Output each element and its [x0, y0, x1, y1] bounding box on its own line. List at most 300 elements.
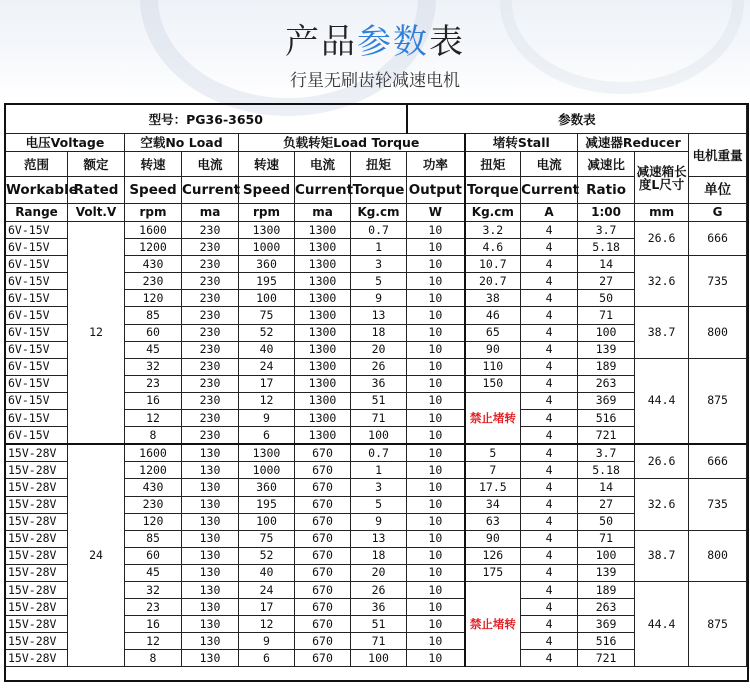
l-torque-cell: 100: [351, 650, 407, 667]
l-power-cell: 10: [407, 273, 465, 290]
ratio-cell: 14: [578, 479, 635, 496]
group-voltage: 电压Voltage: [6, 134, 125, 152]
l-speed-cell: 1300: [239, 222, 295, 239]
ratio-cell: 516: [578, 410, 635, 427]
nl-current-cell: 130: [182, 479, 239, 496]
range-cell: 15V-28V: [6, 650, 68, 667]
l-torque-cell: 9: [351, 290, 407, 307]
nl-current-cell: 230: [182, 290, 239, 307]
range-cell: 6V-15V: [6, 239, 68, 256]
ratio-cell: 27: [578, 496, 635, 513]
l-current-cell: 670: [295, 564, 351, 581]
nl-speed-cell: 60: [125, 547, 182, 564]
l-speed-cell: 40: [239, 341, 295, 358]
range-cell: 6V-15V: [6, 307, 68, 324]
range-cell: 6V-15V: [6, 392, 68, 409]
header-l-power-en: Output: [407, 177, 465, 204]
s-current-cell: 4: [521, 633, 578, 650]
l-speed-cell: 17: [239, 599, 295, 616]
nl-current-cell: 230: [182, 273, 239, 290]
nl-current-cell: 130: [182, 650, 239, 667]
l-speed-cell: 75: [239, 307, 295, 324]
nl-current-cell: 130: [182, 564, 239, 581]
l-current-cell: 1300: [295, 341, 351, 358]
ratio-cell: 5.18: [578, 239, 635, 256]
nl-current-cell: 230: [182, 392, 239, 409]
ratio-cell: 139: [578, 564, 635, 581]
l-torque-cell: 13: [351, 530, 407, 547]
l-speed-cell: 1000: [239, 462, 295, 479]
s-torque-cell: 63: [465, 513, 521, 530]
nl-speed-cell: 230: [125, 496, 182, 513]
s-current-cell: 4: [521, 341, 578, 358]
stall-forbidden-note: 禁止堵转: [465, 392, 521, 444]
l-speed-cell: 75: [239, 530, 295, 547]
header-s-current-en: Current: [521, 177, 578, 204]
header-nl-current-en: Current: [182, 177, 239, 204]
nl-speed-cell: 23: [125, 375, 182, 392]
ratio-cell: 263: [578, 375, 635, 392]
header-s-current-cn: 电流: [521, 152, 578, 177]
s-current-cell: 4: [521, 650, 578, 667]
s-current-cell: 4: [521, 392, 578, 409]
l-current-cell: 670: [295, 616, 351, 633]
l-torque-cell: 71: [351, 633, 407, 650]
l-current-cell: 670: [295, 547, 351, 564]
s-current-cell: 4: [521, 496, 578, 513]
s-current-cell: 4: [521, 444, 578, 462]
l-torque-cell: 20: [351, 341, 407, 358]
s-torque-cell: 5: [465, 444, 521, 462]
nl-current-cell: 230: [182, 239, 239, 256]
motor-weight-cell: 735: [689, 479, 747, 530]
group-no-load: 空载No Load: [125, 134, 239, 152]
nl-current-cell: 130: [182, 462, 239, 479]
l-current-cell: 1300: [295, 290, 351, 307]
l-torque-cell: 3: [351, 479, 407, 496]
stall-forbidden-note: 禁止堵转: [465, 581, 521, 666]
gearbox-length-cell: 26.6: [635, 222, 689, 256]
range-cell: 15V-28V: [6, 633, 68, 650]
nl-current-cell: 130: [182, 444, 239, 462]
s-current-cell: 4: [521, 599, 578, 616]
unit-l-power: W: [407, 204, 465, 222]
l-speed-cell: 195: [239, 273, 295, 290]
nl-speed-cell: 12: [125, 633, 182, 650]
range-cell: 6V-15V: [6, 222, 68, 239]
ratio-cell: 516: [578, 633, 635, 650]
l-power-cell: 10: [407, 530, 465, 547]
l-speed-cell: 52: [239, 324, 295, 341]
motor-weight-cell: 666: [689, 444, 747, 479]
header-nl-current-cn: 电流: [182, 152, 239, 177]
s-current-cell: 4: [521, 513, 578, 530]
ratio-cell: 721: [578, 650, 635, 667]
l-current-cell: 670: [295, 581, 351, 598]
l-current-cell: 1300: [295, 358, 351, 375]
nl-speed-cell: 8: [125, 427, 182, 445]
table-row: [6, 222, 747, 239]
l-current-cell: 1300: [295, 307, 351, 324]
l-power-cell: 10: [407, 616, 465, 633]
s-current-cell: 4: [521, 462, 578, 479]
header-l-speed-en: Speed: [239, 177, 295, 204]
ratio-cell: 3.7: [578, 444, 635, 462]
s-current-cell: 4: [521, 307, 578, 324]
l-speed-cell: 40: [239, 564, 295, 581]
s-torque-cell: 126: [465, 547, 521, 564]
header-l-power-cn: 功率: [407, 152, 465, 177]
range-cell: 15V-28V: [6, 496, 68, 513]
range-cell: 6V-15V: [6, 410, 68, 427]
s-current-cell: 4: [521, 616, 578, 633]
l-power-cell: 10: [407, 547, 465, 564]
range-cell: 6V-15V: [6, 273, 68, 290]
unit-s-current: A: [521, 204, 578, 222]
s-current-cell: 4: [521, 256, 578, 273]
l-current-cell: 1300: [295, 392, 351, 409]
l-speed-cell: 12: [239, 616, 295, 633]
s-torque-cell: 90: [465, 530, 521, 547]
header-range-cn: 范围: [6, 152, 68, 177]
range-cell: 15V-28V: [6, 444, 68, 462]
l-speed-cell: 17: [239, 375, 295, 392]
nl-current-cell: 130: [182, 616, 239, 633]
s-current-cell: 4: [521, 273, 578, 290]
ratio-cell: 369: [578, 392, 635, 409]
l-speed-cell: 52: [239, 547, 295, 564]
l-current-cell: 670: [295, 650, 351, 667]
s-current-cell: 4: [521, 547, 578, 564]
l-power-cell: 10: [407, 290, 465, 307]
s-torque-cell: 10.7: [465, 256, 521, 273]
nl-speed-cell: 16: [125, 392, 182, 409]
header-ratio-cn: 减速比: [578, 152, 635, 177]
range-cell: 6V-15V: [6, 256, 68, 273]
l-current-cell: 1300: [295, 256, 351, 273]
motor-weight-cell: 800: [689, 530, 747, 581]
header-l-torque-en: Torque: [351, 177, 407, 204]
ratio-cell: 100: [578, 547, 635, 564]
l-current-cell: 670: [295, 599, 351, 616]
l-current-cell: 1300: [295, 222, 351, 239]
l-torque-cell: 1: [351, 239, 407, 256]
l-speed-cell: 12: [239, 392, 295, 409]
ratio-cell: 369: [578, 616, 635, 633]
l-torque-cell: 3: [351, 256, 407, 273]
s-torque-cell: 20.7: [465, 273, 521, 290]
param-table-title: 参数表: [407, 105, 747, 134]
header-l-current-cn: 电流: [295, 152, 351, 177]
ratio-cell: 5.18: [578, 462, 635, 479]
s-current-cell: 4: [521, 427, 578, 445]
s-torque-cell: 4.6: [465, 239, 521, 256]
l-speed-cell: 1000: [239, 239, 295, 256]
l-power-cell: 10: [407, 581, 465, 598]
gearbox-length-cell: 38.7: [635, 307, 689, 358]
l-torque-cell: 26: [351, 358, 407, 375]
unit-l-torque: Kg.cm: [351, 204, 407, 222]
l-current-cell: 670: [295, 444, 351, 462]
nl-current-cell: 130: [182, 599, 239, 616]
rated-voltage-cell: 12: [68, 222, 125, 445]
range-cell: 15V-28V: [6, 479, 68, 496]
nl-speed-cell: 1600: [125, 222, 182, 239]
range-cell: 15V-28V: [6, 547, 68, 564]
l-power-cell: 10: [407, 392, 465, 409]
l-torque-cell: 18: [351, 547, 407, 564]
l-torque-cell: 5: [351, 496, 407, 513]
ratio-cell: 71: [578, 530, 635, 547]
header-l-speed-cn: 转速: [239, 152, 295, 177]
header-s-torque-cn: 扭矩: [465, 152, 521, 177]
header-range-en: Workable: [6, 177, 68, 204]
l-speed-cell: 24: [239, 581, 295, 598]
unit-nl-speed: rpm: [125, 204, 182, 222]
l-current-cell: 670: [295, 479, 351, 496]
l-current-cell: 670: [295, 513, 351, 530]
l-power-cell: 10: [407, 324, 465, 341]
l-torque-cell: 9: [351, 513, 407, 530]
l-speed-cell: 9: [239, 633, 295, 650]
l-torque-cell: 1: [351, 462, 407, 479]
l-current-cell: 1300: [295, 410, 351, 427]
group-stall: 堵转Stall: [465, 134, 578, 152]
l-torque-cell: 51: [351, 392, 407, 409]
l-current-cell: 1300: [295, 427, 351, 445]
gearbox-length-cell: 32.6: [635, 479, 689, 530]
model-label: 型号：PG36-3650: [6, 105, 407, 134]
nl-speed-cell: 32: [125, 581, 182, 598]
nl-speed-cell: 23: [125, 599, 182, 616]
gearbox-length-cell: 32.6: [635, 256, 689, 307]
l-torque-cell: 100: [351, 427, 407, 445]
unit-ratio: 1:00: [578, 204, 635, 222]
l-power-cell: 10: [407, 410, 465, 427]
ratio-cell: 189: [578, 581, 635, 598]
motor-weight-cell: 800: [689, 307, 747, 358]
l-power-cell: 10: [407, 375, 465, 392]
range-cell: 6V-15V: [6, 358, 68, 375]
unit-l-current: ma: [295, 204, 351, 222]
s-torque-cell: 110: [465, 358, 521, 375]
s-torque-cell: 7: [465, 462, 521, 479]
header-nl-speed-cn: 转速: [125, 152, 182, 177]
spec-table: [5, 104, 747, 667]
ratio-cell: 14: [578, 256, 635, 273]
group-load-torque: 负载转矩Load Torque: [239, 134, 465, 152]
nl-speed-cell: 430: [125, 256, 182, 273]
ratio-cell: 50: [578, 290, 635, 307]
l-speed-cell: 6: [239, 650, 295, 667]
s-current-cell: 4: [521, 290, 578, 307]
l-power-cell: 10: [407, 633, 465, 650]
gearbox-length-cell: 26.6: [635, 444, 689, 479]
range-cell: 6V-15V: [6, 375, 68, 392]
header-weight-en: 单位: [689, 177, 747, 204]
motor-weight-cell: 875: [689, 358, 747, 444]
range-cell: 15V-28V: [6, 513, 68, 530]
l-current-cell: 1300: [295, 239, 351, 256]
l-speed-cell: 6: [239, 427, 295, 445]
l-torque-cell: 18: [351, 324, 407, 341]
l-torque-cell: 36: [351, 375, 407, 392]
header-rated-en: Rated: [68, 177, 125, 204]
title-highlight: 参数: [357, 22, 429, 62]
l-torque-cell: 26: [351, 581, 407, 598]
ratio-cell: 721: [578, 427, 635, 445]
l-power-cell: 10: [407, 444, 465, 462]
l-current-cell: 670: [295, 530, 351, 547]
ratio-cell: 71: [578, 307, 635, 324]
l-torque-cell: 5: [351, 273, 407, 290]
nl-speed-cell: 1600: [125, 444, 182, 462]
unit-rated: Volt.V: [68, 204, 125, 222]
nl-current-cell: 130: [182, 496, 239, 513]
nl-current-cell: 130: [182, 513, 239, 530]
gearbox-length-cell: 44.4: [635, 581, 689, 666]
l-speed-cell: 1300: [239, 444, 295, 462]
unit-range: Range: [6, 204, 68, 222]
l-power-cell: 10: [407, 650, 465, 667]
nl-speed-cell: 32: [125, 358, 182, 375]
motor-weight-cell: 875: [689, 581, 747, 666]
l-current-cell: 1300: [295, 324, 351, 341]
l-current-cell: 670: [295, 496, 351, 513]
range-cell: 6V-15V: [6, 427, 68, 445]
nl-current-cell: 230: [182, 410, 239, 427]
unit-length: mm: [635, 204, 689, 222]
s-current-cell: 4: [521, 324, 578, 341]
range-cell: 15V-28V: [6, 530, 68, 547]
l-torque-cell: 36: [351, 599, 407, 616]
l-torque-cell: 51: [351, 616, 407, 633]
l-speed-cell: 24: [239, 358, 295, 375]
range-cell: 15V-28V: [6, 462, 68, 479]
nl-speed-cell: 1200: [125, 462, 182, 479]
l-torque-cell: 0.7: [351, 222, 407, 239]
gearbox-length-cell: 38.7: [635, 530, 689, 581]
s-current-cell: 4: [521, 410, 578, 427]
nl-current-cell: 230: [182, 358, 239, 375]
nl-current-cell: 130: [182, 547, 239, 564]
s-torque-cell: 90: [465, 341, 521, 358]
unit-s-torque: Kg.cm: [465, 204, 521, 222]
range-cell: 15V-28V: [6, 599, 68, 616]
title-part-c: 表: [429, 22, 465, 62]
s-current-cell: 4: [521, 581, 578, 598]
l-power-cell: 10: [407, 462, 465, 479]
s-current-cell: 4: [521, 222, 578, 239]
nl-current-cell: 230: [182, 256, 239, 273]
nl-speed-cell: 16: [125, 616, 182, 633]
range-cell: 6V-15V: [6, 290, 68, 307]
group-reducer: 减速器Reducer: [578, 134, 689, 152]
gearbox-length-cell: 44.4: [635, 358, 689, 444]
table-row: [6, 444, 747, 462]
ratio-cell: 139: [578, 341, 635, 358]
title-part-a: 产品: [285, 22, 357, 62]
nl-current-cell: 230: [182, 324, 239, 341]
s-torque-cell: 38: [465, 290, 521, 307]
nl-current-cell: 230: [182, 341, 239, 358]
l-power-cell: 10: [407, 479, 465, 496]
motor-weight-cell: 735: [689, 256, 747, 307]
l-torque-cell: 0.7: [351, 444, 407, 462]
s-current-cell: 4: [521, 564, 578, 581]
l-torque-cell: 20: [351, 564, 407, 581]
header-l-current-en: Current: [295, 177, 351, 204]
nl-current-cell: 230: [182, 375, 239, 392]
header-nl-speed-en: Speed: [125, 177, 182, 204]
nl-speed-cell: 120: [125, 290, 182, 307]
l-current-cell: 1300: [295, 375, 351, 392]
nl-current-cell: 230: [182, 307, 239, 324]
s-torque-cell: 34: [465, 496, 521, 513]
nl-current-cell: 130: [182, 530, 239, 547]
motor-weight-cell: 666: [689, 222, 747, 256]
nl-current-cell: 130: [182, 581, 239, 598]
l-power-cell: 10: [407, 222, 465, 239]
page-subtitle: 行星无刷齿轮减速电机: [290, 71, 460, 91]
nl-speed-cell: 430: [125, 479, 182, 496]
s-torque-cell: 175: [465, 564, 521, 581]
l-power-cell: 10: [407, 564, 465, 581]
l-torque-cell: 13: [351, 307, 407, 324]
nl-current-cell: 230: [182, 222, 239, 239]
ratio-cell: 3.7: [578, 222, 635, 239]
s-torque-cell: 65: [465, 324, 521, 341]
nl-speed-cell: 45: [125, 341, 182, 358]
l-torque-cell: 71: [351, 410, 407, 427]
range-cell: 15V-28V: [6, 616, 68, 633]
nl-speed-cell: 60: [125, 324, 182, 341]
range-cell: 6V-15V: [6, 324, 68, 341]
page-title: [0, 14, 750, 63]
l-speed-cell: 360: [239, 256, 295, 273]
l-speed-cell: 195: [239, 496, 295, 513]
ratio-cell: 189: [578, 358, 635, 375]
header-l-torque-cn: 扭矩: [351, 152, 407, 177]
l-power-cell: 10: [407, 256, 465, 273]
unit-l-speed: rpm: [239, 204, 295, 222]
range-cell: 6V-15V: [6, 341, 68, 358]
l-power-cell: 10: [407, 239, 465, 256]
l-speed-cell: 100: [239, 290, 295, 307]
l-speed-cell: 100: [239, 513, 295, 530]
s-current-cell: 4: [521, 239, 578, 256]
s-torque-cell: 3.2: [465, 222, 521, 239]
s-torque-cell: 46: [465, 307, 521, 324]
nl-speed-cell: 1200: [125, 239, 182, 256]
nl-speed-cell: 12: [125, 410, 182, 427]
s-torque-cell: 17.5: [465, 479, 521, 496]
l-power-cell: 10: [407, 427, 465, 445]
l-power-cell: 10: [407, 307, 465, 324]
l-speed-cell: 9: [239, 410, 295, 427]
ratio-cell: 100: [578, 324, 635, 341]
l-speed-cell: 360: [239, 479, 295, 496]
l-power-cell: 10: [407, 599, 465, 616]
header-ratio-en: Ratio: [578, 177, 635, 204]
header-rated-cn: 额定: [68, 152, 125, 177]
nl-speed-cell: 85: [125, 307, 182, 324]
range-cell: 15V-28V: [6, 581, 68, 598]
s-current-cell: 4: [521, 479, 578, 496]
s-current-cell: 4: [521, 358, 578, 375]
range-cell: 15V-28V: [6, 564, 68, 581]
s-current-cell: 4: [521, 530, 578, 547]
